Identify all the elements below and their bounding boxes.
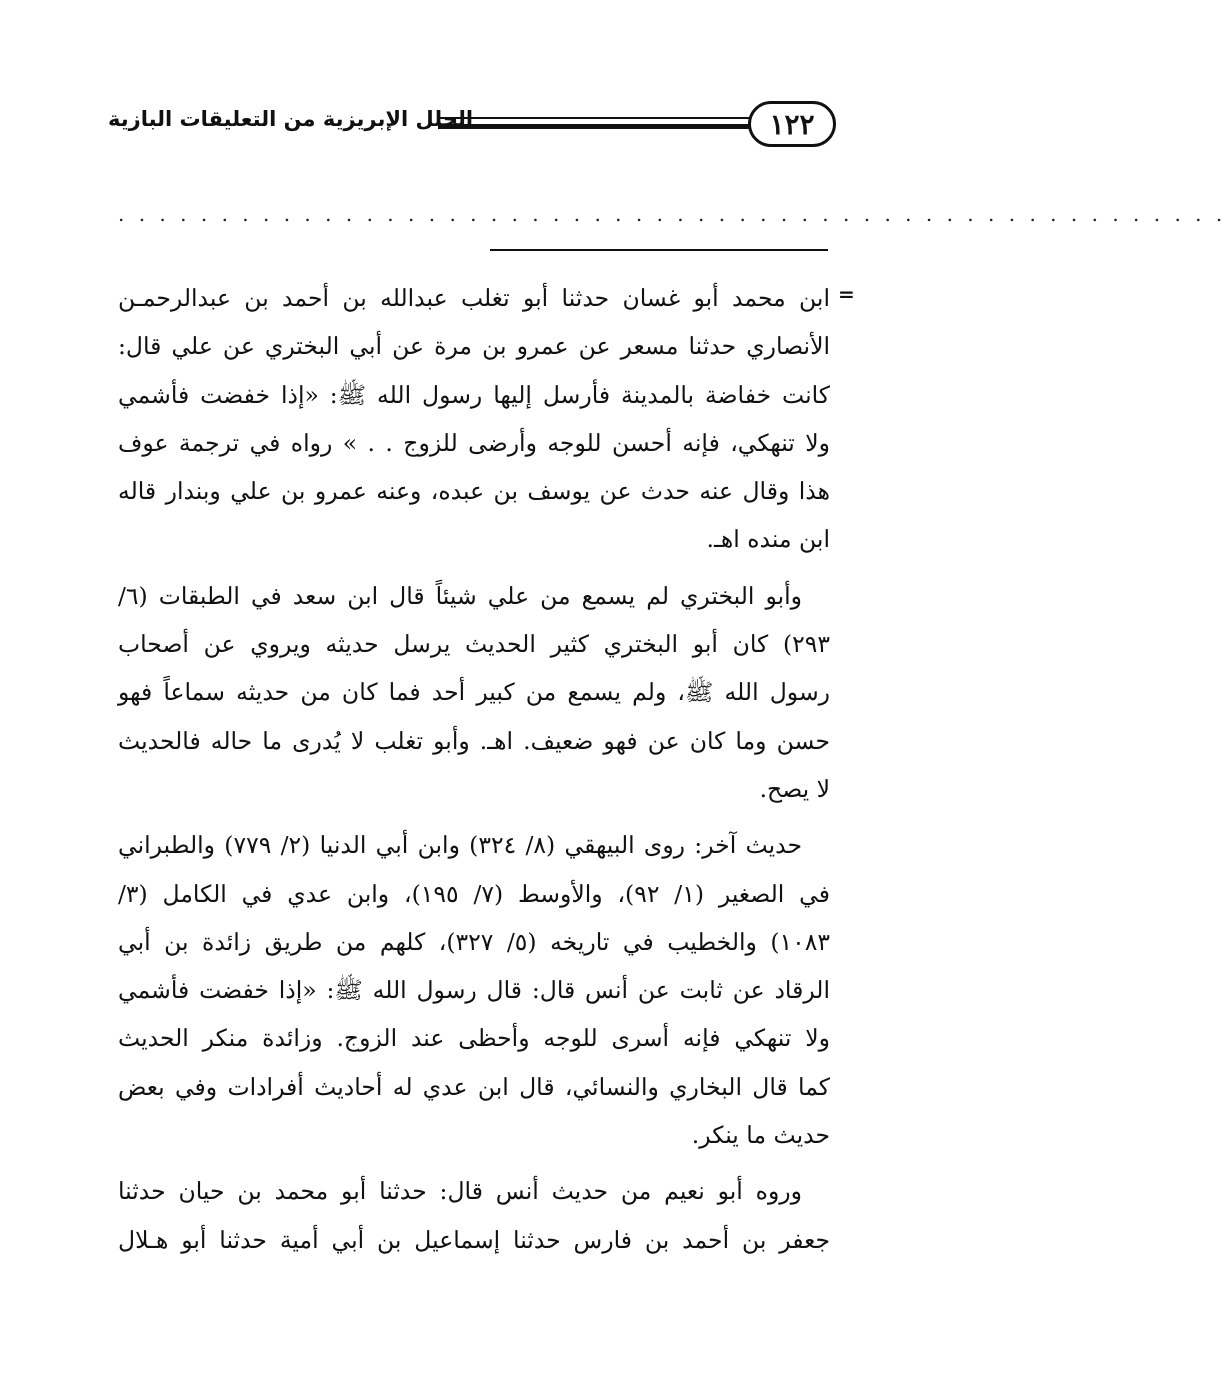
book-title: الحلل الإبريزية من التعليقات البازية xyxy=(108,107,474,131)
text-line: ٢٩٣) كان أبو البختري كثير الحديث يرسل حديثه ويروي عن أصحاب xyxy=(118,630,830,659)
paragraph-3 xyxy=(118,821,830,1159)
text-line: لا يصح. xyxy=(759,774,830,803)
text-line: هذا وقال عنه حدث عن يوسف بن عبده، وعنه عمرو بن علي وبندار قاله xyxy=(118,477,830,506)
paragraph-2 xyxy=(118,572,830,813)
text-line: الأنصاري حدثنا مسعر عن عمرو بن مرة عن أبي البختري عن علي قال: xyxy=(118,332,830,361)
text-line: حسن وما كان عن فهو ضعيف. اهـ. وأبو تغلب لا يُدرى ما حاله فالحديث xyxy=(118,726,830,755)
text-line: وروه أبو نعيم من حديث أنس قال: حدثنا أبو محمد بن حيان حدثنا xyxy=(118,1177,802,1206)
text-line: كما قال البخاري والنسائي، قال ابن عدي له أحاديث أفرادات وفي بعض xyxy=(118,1072,830,1101)
paragraph-1 xyxy=(118,274,830,564)
text-line: في الصغير (١/ ٩٢)، والأوسط (٧/ ١٩٥)، وابن عدي في الكامل (٣/ xyxy=(118,879,830,908)
text-line: ابن محمد أبو غسان حدثنا أبو تغلب عبدالله بن أحمد بن عبدالرحمـن xyxy=(118,284,830,312)
text-line: ١٠٨٣) والخطيب في تاريخه (٥/ ٣٢٧)، كلهم من طريق زائدة بن أبي xyxy=(118,927,831,956)
text-line: ولا تنهكي، فإنه أحسن للوجه وأرضى للزوج . . » رواه في ترجمة عوف xyxy=(118,428,830,457)
dotted-separator: . . . . . . . . . . . . . . . . . . . . . . . . . . . . . . . . . . . . . . . . . . . . . . . . . . . . . . xyxy=(118,202,1226,226)
page-number-badge: ١٢٢ xyxy=(748,101,836,147)
paragraph-4 xyxy=(118,1167,830,1264)
text-line: حديث آخر: روى البيهقي (٨/ ٣٢٤) وابن أبي الدنيا (٢/ ٧٧٩) والطبراني xyxy=(118,831,802,860)
footnote-rule xyxy=(490,249,828,251)
text-line: حديث ما ينكر. xyxy=(691,1121,830,1150)
text-line: كانت خفاضة بالمدينة فأرسل إليها رسول الله ﷺ: «إذا خفضت فأشمي xyxy=(118,380,830,409)
text-line: وأبو البختري لم يسمع من علي شيئاً قال ابن سعد في الطبقات (٦/ xyxy=(118,581,802,610)
page-header xyxy=(108,97,836,157)
text-line: ابن منده اهـ. xyxy=(706,525,830,554)
footnote-body xyxy=(118,274,830,1272)
text-line: جعفر بن أحمد بن فارس حدثنا إسماعيل بن أبي أمية حدثنا أبو هـلال xyxy=(118,1225,830,1254)
text-line: الرقاد عن ثابت عن أنس قال: قال رسول الله ﷺ: «إذا خفضت فأشمي xyxy=(118,976,830,1005)
text-line: رسول الله ﷺ، ولم يسمع من كبير أحد فما كان من حديثه سماعاً فهو xyxy=(118,678,830,707)
header-double-rule xyxy=(438,117,752,129)
footnote-continuation-marker: = xyxy=(838,282,855,306)
text-line: ولا تنهكي فإنه أسرى للوجه وأحظى عند الزوج. وزائدة منكر الحديث xyxy=(118,1024,830,1053)
